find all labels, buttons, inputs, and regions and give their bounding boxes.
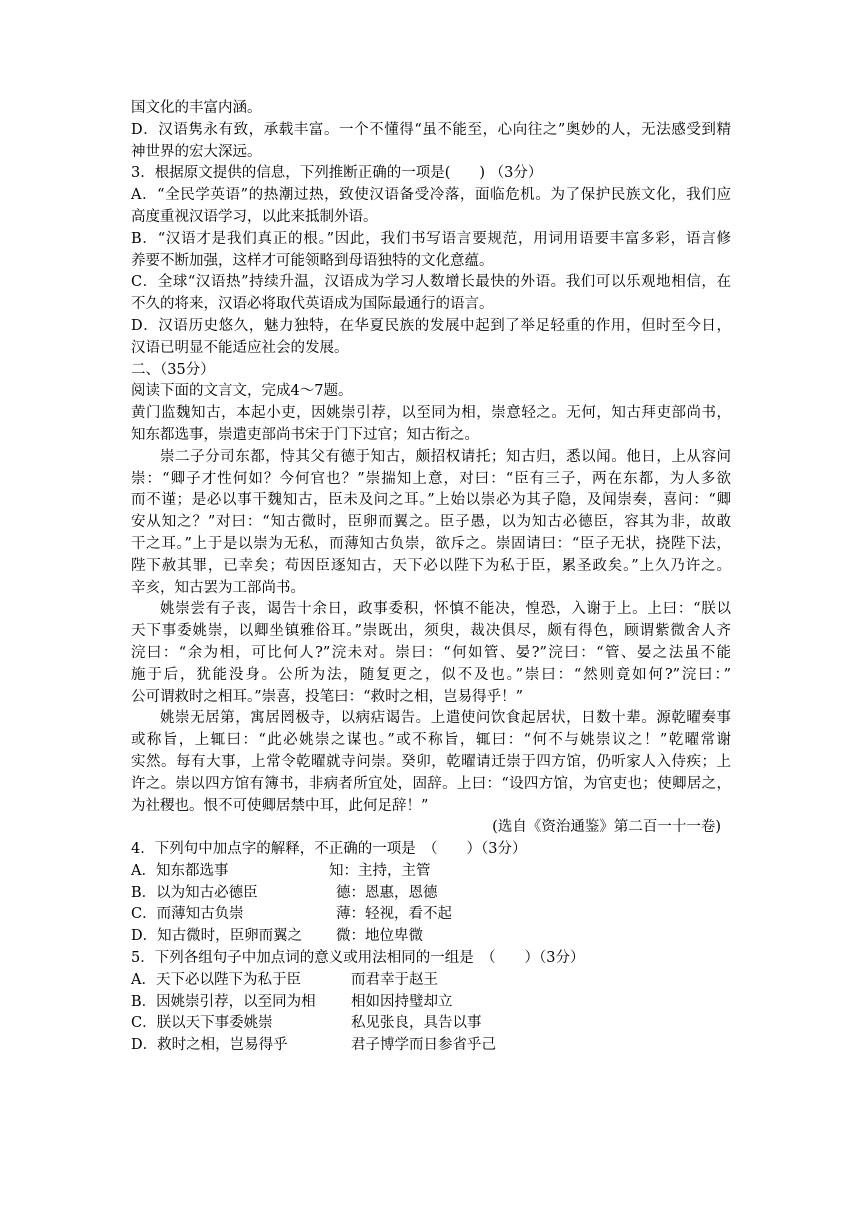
passage-p2-line-3: 而不谨；是必以事干魏知古，臣未及问之耳。”上始以崇必为其子隐，及闻崇奏，喜问：“卿 — [131, 492, 731, 509]
q3-option-c-line-2: 不久的将来，汉语必将取代英语成为国际最通行的语言。 — [131, 296, 494, 313]
q5-option-a-left: A．天下必以陛下为私于臣 — [131, 971, 301, 988]
q4-option-b-gloss: 德：恩惠，恩德 — [336, 884, 438, 901]
q4-option-c — [131, 904, 731, 926]
passage-p4-line-3: 实然。每有大事，上常令乾曜就寺问崇。癸卯，乾曜请迁崇于四方馆，仍听家人入侍疾；上 — [131, 753, 731, 770]
q5-option-c — [131, 1013, 731, 1035]
q3-option-c-line-1: C．全球“汉语热”持续升温，汉语成为学习人数增长最快的外语。我们可以乐观地相信，在 — [131, 274, 731, 291]
passage-p3-line-1: 姚崇尝有子丧，谒告十余日，政事委积，怀慎不能决，惶恐，入谢于上。上曰：“朕以 — [160, 601, 731, 618]
q3-option-a-line-1: A．“全民学英语”的热潮过热，致使汉语备受冷落，面临危机。为了保护民族文化，我们应 — [131, 187, 731, 204]
q3-option-b-line-1: B．“汉语才是我们真正的根。”因此，我们书写语言要规范，用词用语要丰富多彩，语言修 — [131, 230, 731, 247]
q5-option-d-right: 君子博学而日参省乎己 — [351, 1037, 496, 1054]
q5-option-b-left: B．因姚崇引荐，以至同为相 — [131, 993, 316, 1010]
q5-option-a — [131, 970, 731, 992]
document-body — [131, 98, 731, 1057]
q3-option-b-line-2: 养要不断加强，这样才可能领略到母语独特的文化意蕴。 — [131, 252, 494, 269]
passage-source: (选自《资治通鉴》第二百一十一卷) — [492, 819, 721, 836]
q4-option-d — [131, 926, 731, 948]
passage-p4-line-4: 许之。崇以四方馆有簿书，非病者所宜处，固辞。上曰：“设四方馆，为官吏也；使卿居之， — [131, 775, 731, 792]
q4-option-c-sentence: C．而薄知古负崇 — [131, 906, 244, 923]
passage-p3-line-2: 天下事委姚崇，以卿坐镇雅俗耳。”崇既出，须臾，裁决俱尽，颇有得色，顾谓紫微舍人齐 — [131, 623, 731, 640]
q5-option-b — [131, 992, 731, 1014]
passage-p2-line-1: 崇二子分司东都，恃其父有德于知古，颇招权请托；知古归，悉以闻。他日，上从容问 — [160, 448, 731, 465]
prev-option-d-line-1: D．汉语隽永有致，承载丰富。一个不懂得“虽不能至，心向往之”奥妙的人，无法感受到精 — [131, 121, 731, 138]
passage-p3-line-4: 施于后，犹能没身。公所为法，随复更之，似不及也。”崇曰：“然则竟如何?”浣曰：” — [131, 666, 731, 683]
q4-option-a-sentence: A．知东都选事 — [131, 862, 229, 879]
prev-answer-tail: 国文化的丰富内涵。 — [131, 100, 262, 116]
passage-p2-line-2: 崇：“卿子才性何如？今何官也？”崇揣知上意，对曰：“臣有三子，两在东都，为人多欲 — [131, 470, 731, 487]
question-4-stem: 4．下列句中加点字的解释，不正确的一项是 （ ）（3分） — [131, 841, 527, 858]
q5-option-d — [131, 1035, 731, 1057]
q4-option-d-sentence: D．知古微时，臣卵而翼之 — [131, 928, 303, 945]
passage-p3-line-3: 浣曰：“余为相，可比何人?”浣未对。崇曰：“何如管、晏?”浣曰：“管、晏之法虽不能 — [131, 644, 731, 661]
question-3-stem: 3．根据原文提供的信息，下列推断正确的一项是( ) （3分） — [131, 165, 543, 182]
section-2-instruction: 阅读下面的文言文，完成4～7题。 — [131, 383, 353, 400]
question-5-stem: 5．下列各组句子中加点词的意义或用法相同的一组是 （ ）（3分） — [131, 950, 585, 967]
q3-option-d-line-1: D．汉语历史悠久，魅力独特，在华夏民族的发展中起到了举足轻重的作用，但时至今日， — [131, 317, 731, 334]
passage-p4-line-1: 姚崇无居第，寓居罔极寺，以病痁谒告。上遣使问饮食起居状，日数十辈。源乾曜奏事 — [160, 710, 731, 727]
q3-option-d-line-2: 汉语已明显不能适应社会的发展。 — [131, 339, 349, 356]
passage-p1-line-1: 黄门监魏知古，本起小吏，因姚崇引荐，以至同为相，崇意轻之。无何，知古拜吏部尚书， — [131, 405, 731, 422]
q4-option-b-sentence: B．以为知古必德臣 — [131, 884, 258, 901]
prev-option-d-line-2: 神世界的宏大深远。 — [131, 143, 262, 160]
q5-option-a-right: 而君幸于赵王 — [351, 971, 438, 988]
passage-p4-line-2: 或称旨，上辄曰：“此必姚崇之谋也。”或不称旨，辄曰：“何不与姚崇议之！”乾曜常谢 — [131, 732, 731, 749]
q5-option-d-left: D．救时之相，岂易得乎 — [131, 1037, 288, 1054]
section-2-heading: 二、（35分） — [131, 361, 215, 378]
q4-option-c-gloss: 薄：轻视，看不起 — [336, 906, 452, 923]
passage-p3-line-5: 公可谓救时之相耳。”崇喜，投笔曰：“救时之相，岂易得乎！” — [131, 688, 523, 705]
q4-option-b — [131, 883, 731, 905]
passage-p2-line-6: 陛下赦其罪，已幸矣；苟因臣逐知古，天下必以陛下为私于臣，累圣政矣。”上久乃许之。 — [131, 557, 731, 574]
q4-option-d-gloss: 微：地位卑微 — [336, 928, 423, 945]
passage-p2-line-4: 安从知之？”对曰：“知古微时，臣卵而翼之。臣子愚，以为知古必德臣，容其为非，故敢 — [131, 514, 731, 531]
passage-p1-line-2: 知东都选事，崇遣吏部尚书宋于门下过官；知古衔之。 — [131, 426, 479, 443]
passage-p2-line-5: 干之耳。”上于是以崇为无私，而薄知古负崇，欲斥之。崇固请曰：“臣子无状，挠陛下法， — [131, 535, 731, 552]
q3-option-a-line-2: 高度重视汉语学习，以此来抵制外语。 — [131, 208, 378, 225]
q5-option-b-right: 相如因持璧却立 — [351, 993, 453, 1010]
passage-p2-line-7: 辛亥，知古罢为工部尚书。 — [131, 579, 305, 596]
q4-option-a-gloss: 知：主持，主管 — [329, 862, 431, 879]
q5-option-c-left: C．朕以天下事委姚崇 — [131, 1015, 273, 1032]
q5-option-c-right: 私见张良，具告以事 — [351, 1015, 482, 1032]
q4-option-a — [131, 861, 731, 883]
passage-p4-line-5: 为社稷也。恨不可使卿居禁中耳，此何足辞！” — [131, 797, 429, 814]
